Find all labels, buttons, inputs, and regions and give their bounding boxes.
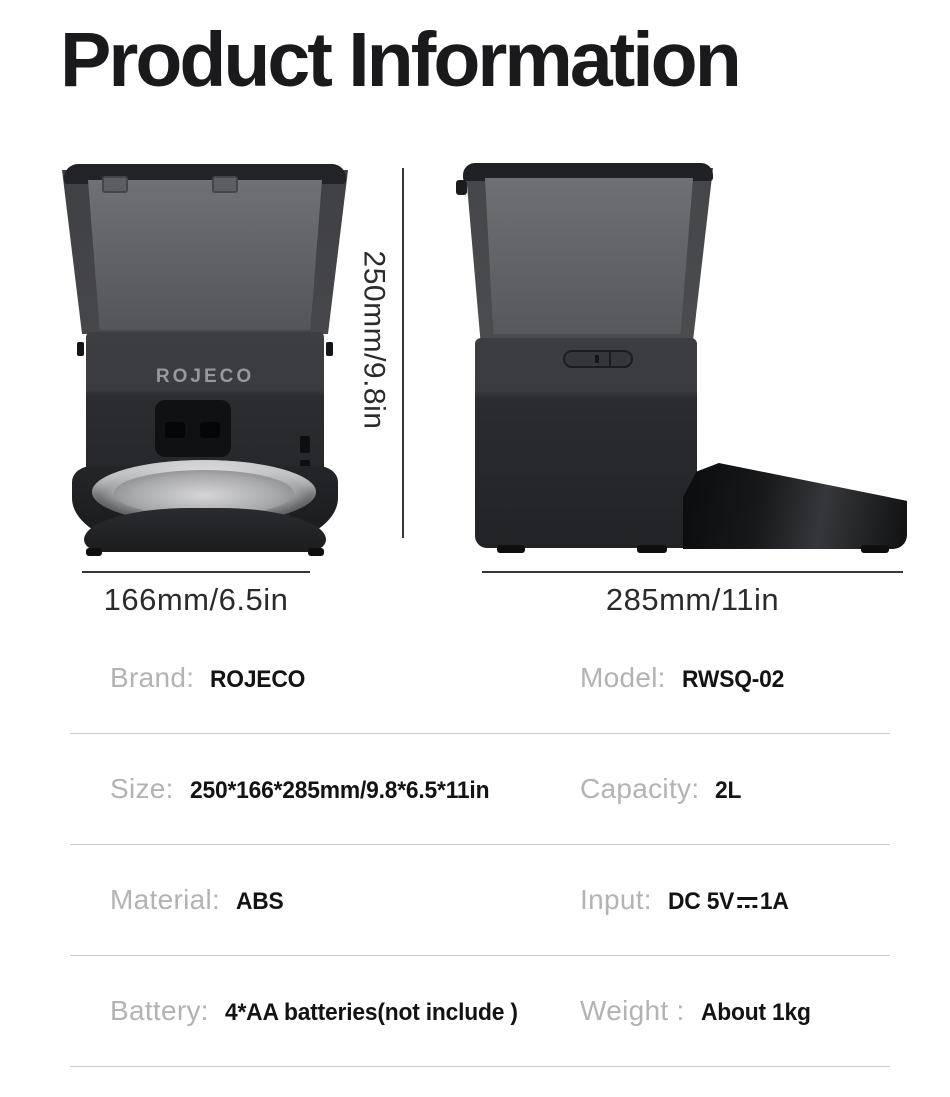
spec-battery [110,995,580,1027]
feeder-foot [861,545,889,553]
feeder-foot [497,545,525,553]
spec-capacity [580,773,890,805]
spec-label: Material: [110,884,221,915]
feeder-foot [308,548,324,556]
slider-tick [595,355,599,363]
spec-size [110,773,580,805]
spec-label: Battery: [110,995,209,1026]
food-dispenser-window [155,400,231,457]
product-front-view-image [62,164,348,558]
spec-material [110,884,580,916]
depth-dimension-line [482,571,903,573]
spec-value: 250*166*285mm/9.8*6.5*11in [189,777,490,804]
spec-input [580,884,890,916]
spec-label: Size: [110,773,174,804]
bowl-tray [683,463,907,549]
feeder-foot [637,545,667,553]
spec-row-brand-model [70,623,890,734]
dc-symbol-icon [737,895,757,910]
spec-weight [580,995,890,1027]
slider-divider [609,352,611,366]
input-current: 1A [759,888,789,915]
lid-knob [456,180,467,195]
spec-table [70,623,890,1067]
height-dimension-text: 250mm/9.8in [357,250,390,430]
spec-row-battery-weight [70,956,890,1067]
dispenser-sensor [200,422,220,438]
spec-label: Input: [580,884,652,915]
spec-label: Weight : [580,995,685,1026]
dispenser-sensor [165,422,185,438]
width-dimension-line [82,571,310,573]
feeder-foot [86,548,102,556]
lid-clip [102,176,128,193]
spec-row-size-capacity [70,734,890,845]
product-side-view-image [455,163,907,560]
bowl-tray-wedge [683,463,907,549]
spec-value: 2L [715,777,742,804]
depth-dimension-label: 285mm/11in [605,582,780,617]
spec-value: 4*AA batteries(not include ) [224,999,518,1026]
spec-label: Capacity: [580,773,700,804]
width-dimension-label: 166mm/6.5in [103,582,289,617]
spec-row-material-input [70,845,890,956]
spec-model [580,662,890,694]
spec-value: RWSQ-02 [681,666,784,693]
spec-label: Model: [580,662,666,693]
spec-label: Brand: [110,662,195,693]
spec-value: About 1kg [700,999,811,1026]
power-slider [563,350,633,368]
lid-clip [212,176,238,193]
hinge-pin [326,342,333,356]
device-logo: ROJECO [155,366,255,387]
height-dimension-label [341,168,405,512]
hopper-window [88,180,322,330]
spec-value [668,888,789,916]
spec-value: ABS [236,888,284,915]
feeder-body [475,338,697,548]
spec-brand [110,662,580,694]
page-title: Product Information [60,17,739,103]
spec-value: ROJECO [210,666,306,693]
hinge-pin [77,342,84,356]
side-button [300,436,310,453]
hopper-window [485,178,693,334]
input-voltage: DC 5V [667,888,735,915]
